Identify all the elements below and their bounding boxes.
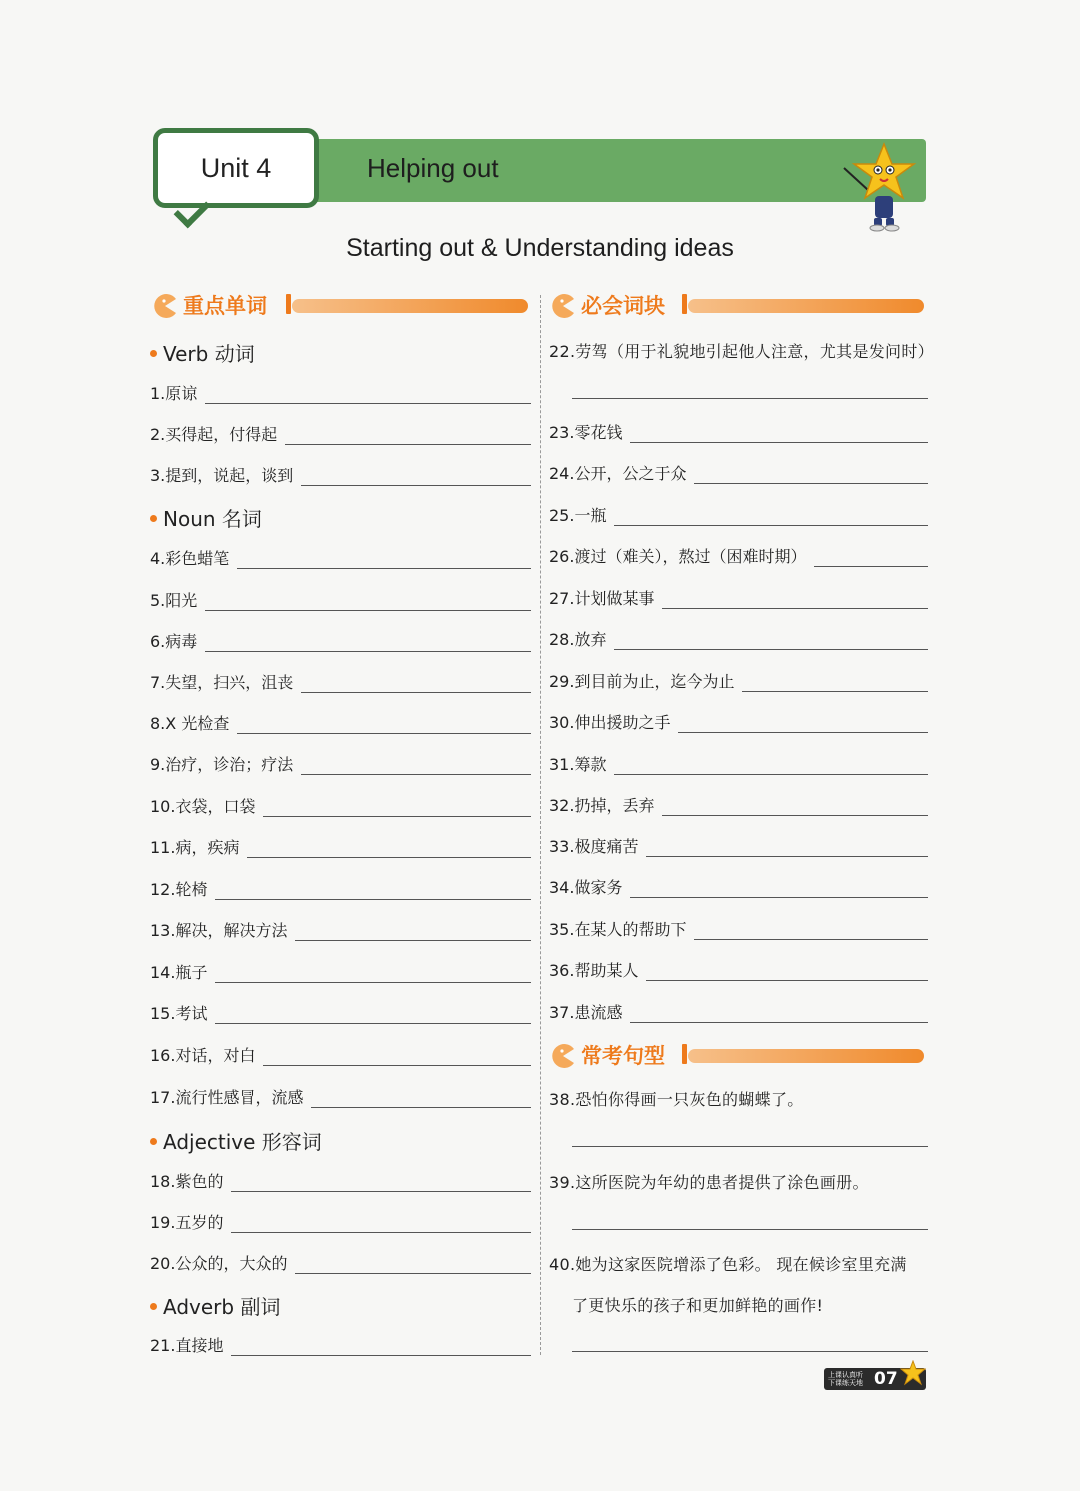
item-text: 30.伸出援助之手	[549, 713, 671, 732]
category-adverb	[150, 1291, 280, 1320]
item-text: 4.彩色蜡笔	[150, 549, 230, 568]
unit-label: Unit 4	[200, 152, 272, 183]
section-header-phrases	[550, 292, 924, 320]
list-item	[549, 916, 928, 940]
answer-line[interactable]	[231, 1176, 531, 1192]
item-text: 12.轮椅	[150, 880, 208, 899]
list-item	[549, 668, 928, 692]
answer-line[interactable]	[646, 965, 928, 981]
list-item	[549, 751, 928, 775]
answer-line[interactable]	[572, 1229, 928, 1230]
unit-title: Helping out	[367, 153, 499, 183]
answer-line[interactable]	[301, 470, 531, 486]
item-text: 32.扔掉，丢弃	[549, 796, 655, 815]
answer-line[interactable]	[295, 925, 531, 941]
section-title: 常考句型	[581, 1044, 665, 1068]
pacman-icon	[550, 1043, 576, 1069]
section-bar	[292, 299, 528, 313]
category-label: Noun 名词	[163, 507, 262, 531]
answer-line[interactable]	[295, 1258, 531, 1274]
section-bracket	[286, 294, 291, 314]
list-item	[549, 626, 928, 650]
section-bar	[688, 1049, 924, 1063]
list-item	[549, 792, 928, 816]
answer-line[interactable]	[285, 429, 531, 445]
category-label: Adverb 副词	[163, 1295, 281, 1319]
sentence-prompt-continued: 了更快乐的孩子和更加鲜艳的画作!	[572, 1296, 824, 1315]
item-text: 37.患流感	[549, 1003, 623, 1022]
answer-line[interactable]	[630, 1007, 928, 1023]
section-header-sentences	[550, 1042, 924, 1070]
tagline-line: 上课认真听	[828, 1371, 863, 1379]
item-text: 25.一瓶	[549, 506, 607, 525]
bullet-icon	[150, 350, 157, 357]
list-item	[150, 462, 531, 486]
item-text: 27.计划做某事	[549, 589, 655, 608]
item-text: 20.公众的，大众的	[150, 1254, 288, 1273]
pacman-icon	[152, 293, 178, 319]
list-item	[549, 502, 928, 526]
list-item	[549, 833, 928, 857]
answer-line[interactable]	[630, 882, 928, 898]
list-item	[150, 917, 531, 941]
list-item	[150, 669, 531, 693]
sentence-prompt: 39.这所医院为年幼的患者提供了涂色画册。	[549, 1173, 869, 1192]
item-text: 18.紫色的	[150, 1172, 224, 1191]
section-bracket	[682, 294, 687, 314]
list-item	[150, 1084, 531, 1108]
item-text: 33.极度痛苦	[549, 837, 639, 856]
tagline-line: 下课练天地	[828, 1379, 863, 1387]
answer-line[interactable]	[614, 634, 928, 650]
list-item	[549, 709, 928, 733]
list-item	[150, 959, 531, 983]
list-item	[150, 587, 531, 611]
item-text: 16.对话，对白	[150, 1046, 256, 1065]
section-title: 重点单词	[183, 294, 267, 318]
page-number-badge	[824, 1368, 926, 1390]
answer-line[interactable]	[662, 800, 928, 816]
answer-line[interactable]	[205, 636, 531, 652]
list-item	[150, 1332, 531, 1356]
answer-line[interactable]	[263, 801, 531, 817]
answer-line[interactable]	[215, 1008, 531, 1024]
item-text: 24.公开，公之于众	[549, 464, 687, 483]
item-text: 10.衣袋，口袋	[150, 797, 256, 816]
list-item	[549, 585, 928, 609]
list-item	[549, 999, 928, 1023]
answer-line[interactable]	[572, 1146, 928, 1147]
item-text: 34.做家务	[549, 878, 623, 897]
item-text: 13.解决，解决方法	[150, 921, 288, 940]
list-item	[150, 1250, 531, 1274]
answer-line[interactable]	[247, 842, 531, 858]
column-divider	[540, 295, 541, 1355]
answer-line[interactable]	[231, 1217, 531, 1233]
list-item	[150, 793, 531, 817]
item-text: 26.渡过（难关），熬过（困难时期）	[549, 547, 807, 566]
item-text: 8.X 光检查	[150, 714, 230, 733]
answer-line[interactable]	[311, 1092, 531, 1108]
answer-line[interactable]	[614, 759, 928, 775]
bullet-icon	[150, 1138, 157, 1145]
list-item	[150, 876, 531, 900]
list-item	[150, 380, 531, 404]
list-item	[549, 874, 928, 898]
answer-line[interactable]	[630, 427, 928, 443]
item-text: 5.阳光	[150, 591, 198, 610]
answer-line[interactable]	[572, 398, 928, 399]
list-item	[549, 460, 928, 484]
answer-line[interactable]	[215, 967, 531, 983]
answer-line[interactable]	[814, 551, 928, 567]
answer-line[interactable]	[301, 759, 531, 775]
item-text: 21.直接地	[150, 1336, 224, 1355]
answer-line[interactable]	[614, 510, 928, 526]
answer-line[interactable]	[572, 1351, 928, 1352]
answer-line[interactable]	[205, 388, 531, 404]
item-text: 36.帮助某人	[549, 961, 639, 980]
page-number: 07	[874, 1369, 898, 1389]
list-item	[150, 1168, 531, 1192]
item-text: 28.放弃	[549, 630, 607, 649]
list-item	[150, 1209, 531, 1233]
bullet-icon	[150, 1303, 157, 1310]
answer-line[interactable]	[301, 677, 531, 693]
answer-line[interactable]	[694, 468, 928, 484]
item-text: 35.在某人的帮助下	[549, 920, 687, 939]
category-label: Verb 动词	[163, 342, 255, 366]
item-text: 15.考试	[150, 1004, 208, 1023]
category-label: Adjective 形容词	[163, 1130, 322, 1154]
category-verb	[150, 338, 255, 367]
list-item	[549, 419, 928, 443]
unit-label-box	[153, 128, 319, 208]
item-text: 2.买得起，付得起	[150, 425, 278, 444]
answer-line[interactable]	[231, 1340, 531, 1356]
category-noun	[150, 503, 262, 532]
page-subtitle: Starting out & Understanding ideas	[346, 234, 734, 262]
item-text: 17.流行性感冒，流感	[150, 1088, 304, 1107]
item-text: 14.瓶子	[150, 963, 208, 982]
section-header-key-words	[152, 292, 528, 320]
star-icon	[900, 1360, 926, 1386]
answer-line[interactable]	[646, 841, 928, 857]
item-text: 1.原谅	[150, 384, 198, 403]
sentence-prompt: 38.恐怕你得画一只灰色的蝴蝶了。	[549, 1090, 804, 1109]
section-title: 必会词块	[581, 294, 665, 318]
answer-line[interactable]	[678, 717, 928, 733]
bullet-icon	[150, 515, 157, 522]
list-item	[150, 1000, 531, 1024]
answer-line[interactable]	[237, 718, 531, 734]
list-item	[549, 957, 928, 981]
item-text: 6.病毒	[150, 632, 198, 651]
item-text: 23.零花钱	[549, 423, 623, 442]
item-text: 3.提到，说起，谈到	[150, 466, 294, 485]
list-item	[150, 628, 531, 652]
answer-line[interactable]	[205, 595, 531, 611]
item-text: 11.病，疾病	[150, 838, 240, 857]
list-item	[150, 1042, 531, 1066]
answer-line[interactable]	[742, 676, 928, 692]
footer-tagline	[828, 1371, 863, 1387]
answer-line[interactable]	[662, 593, 928, 609]
section-bar	[688, 299, 924, 313]
answer-line[interactable]	[215, 884, 531, 900]
answer-line[interactable]	[237, 553, 531, 569]
list-item	[150, 710, 531, 734]
item-text: 19.五岁的	[150, 1213, 224, 1232]
sentence-prompt: 40.她为这家医院增添了色彩。 现在候诊室里充满	[549, 1255, 907, 1274]
list-item	[150, 545, 531, 569]
list-item	[549, 543, 928, 567]
item-text: 9.治疗，诊治；疗法	[150, 755, 294, 774]
list-item	[150, 834, 531, 858]
item-text: 7.失望，扫兴，沮丧	[150, 673, 294, 692]
pacman-icon	[550, 293, 576, 319]
item-text: 31.筹款	[549, 755, 607, 774]
list-item	[150, 751, 531, 775]
item-text: 29.到目前为止，迄今为止	[549, 672, 735, 691]
list-item	[150, 421, 531, 445]
item-text: 22.劳驾（用于礼貌地引起他人注意，尤其是发问时）	[549, 342, 934, 361]
answer-line[interactable]	[263, 1050, 531, 1066]
answer-line[interactable]	[694, 924, 928, 940]
section-bracket	[682, 1044, 687, 1064]
star-mascot-icon	[838, 140, 918, 232]
category-adjective	[150, 1126, 322, 1155]
